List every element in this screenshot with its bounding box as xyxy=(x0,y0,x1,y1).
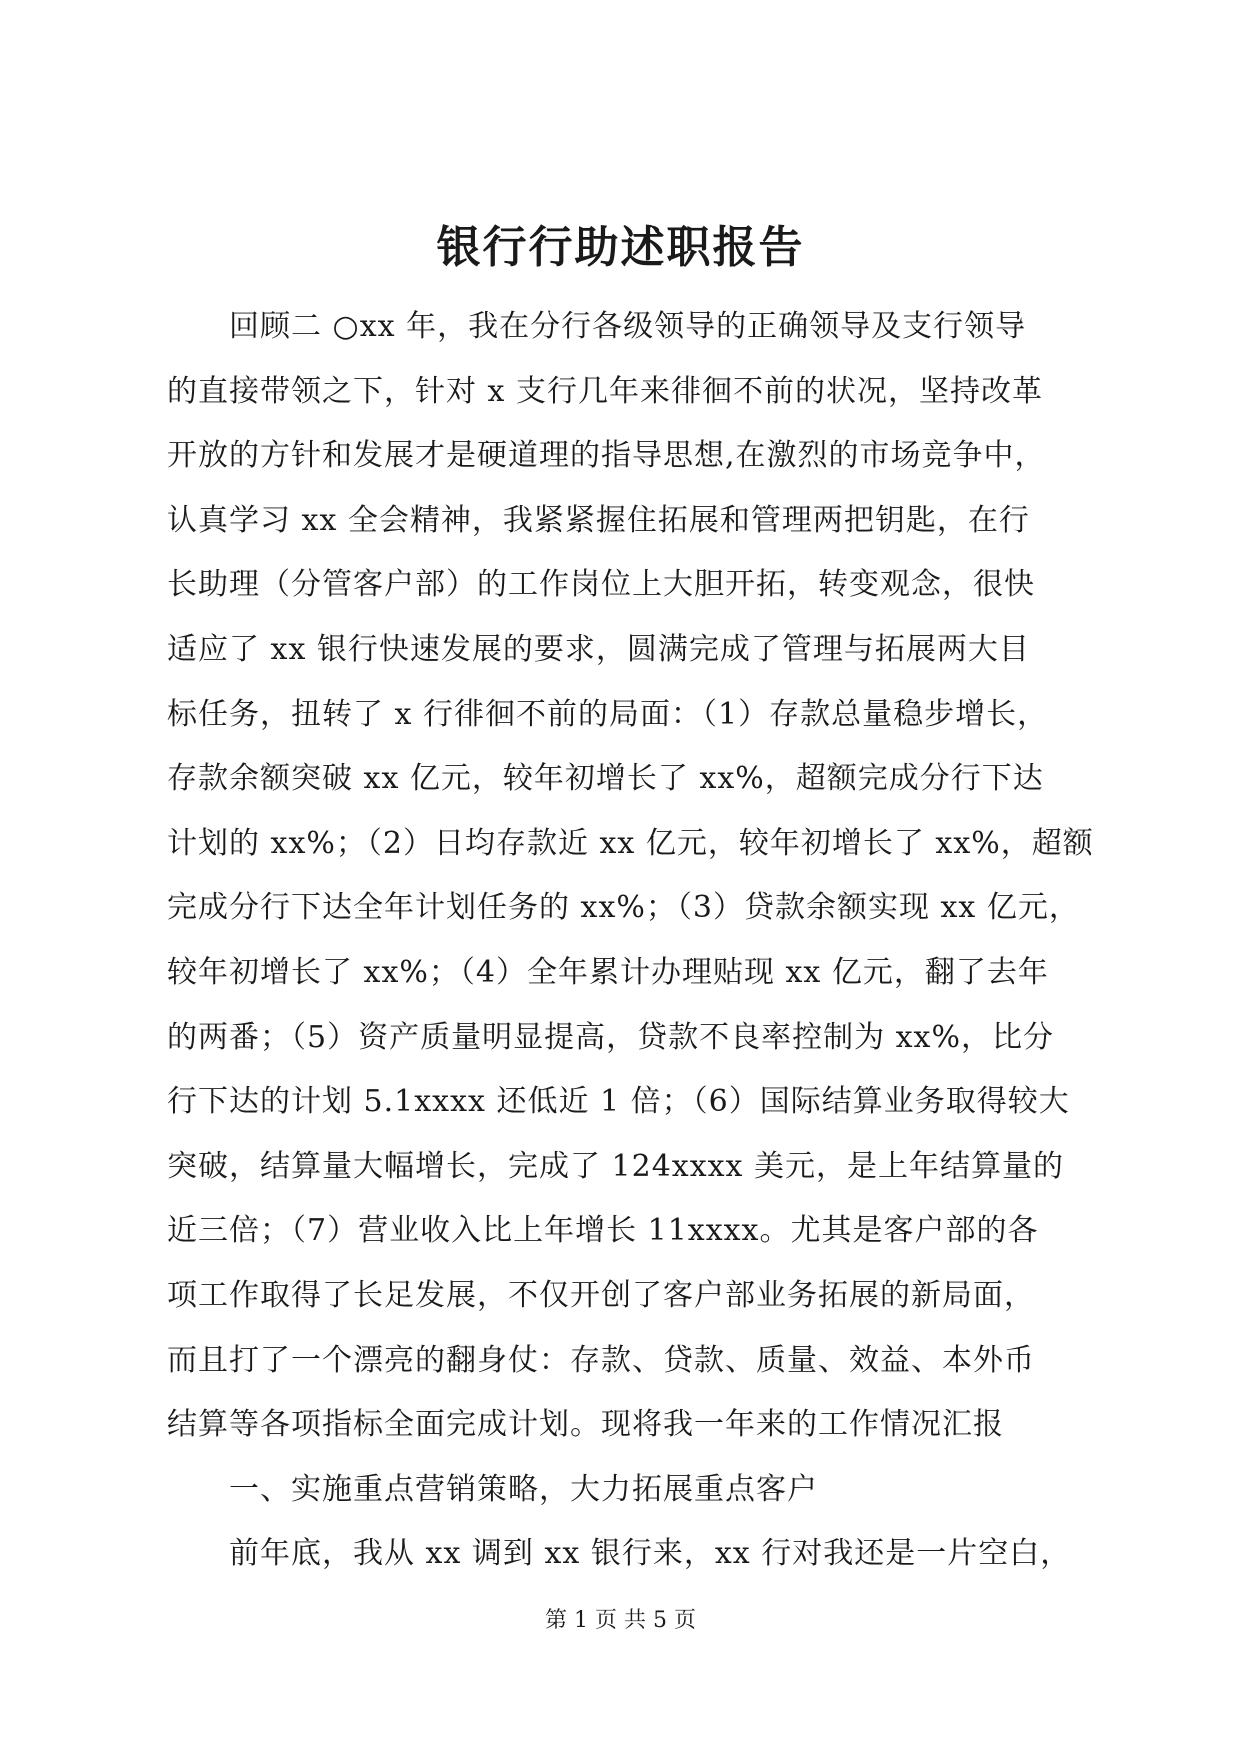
paragraph-line: 回顾二 ○xx 年，我在分行各级领导的正确领导及支行领导 xyxy=(229,309,1027,344)
paragraph-line: 认真学习 xx 全会精神，我紧紧握住拓展和管理两把钥匙，在行 xyxy=(167,502,1030,538)
paragraph-line: 行下达的计划 5.1xxxx 还低近 1 倍；（6）国际结算业务取得较大 xyxy=(167,1084,1070,1120)
paragraph-line: 计划的 xx%；（2）日均存款近 xx 亿元，较年初增长了 xx%，超额 xyxy=(167,825,1094,861)
paragraph-line: 较年初增长了 xx%；（4）全年累计办理贴现 xx 亿元，翻了去年 xyxy=(167,954,1049,990)
paragraph-line: 存款余额突破 xx 亿元，较年初增长了 xx%，超额完成分行下达 xyxy=(167,761,1044,797)
document-body xyxy=(167,295,1094,1587)
document-title: 银行行助述职报告 xyxy=(436,222,805,273)
section-heading: 一、实施重点营销策略，大力拓展重点客户 xyxy=(229,1471,818,1507)
paragraph-line: 结算等各项指标全面完成计划。现将我一年来的工作情况汇报 xyxy=(167,1407,1004,1443)
paragraph-line: 的两番；（5）资产质量明显提高，贷款不良率控制为 xx%，比分 xyxy=(167,1019,1054,1055)
paragraph-line: 突破，结算量大幅增长，完成了 124xxxx 美元，是上年结算量的 xyxy=(167,1148,1065,1184)
paragraph-line: 项工作取得了长足发展，不仅开创了客户部业务拓展的新局面， xyxy=(167,1277,1035,1313)
paragraph-line: 的直接带领之下，针对 x 支行几年来徘徊不前的状况，坚持改革 xyxy=(167,373,1043,409)
paragraph-line: 适应了 xx 银行快速发展的要求，圆满完成了管理与拓展两大目 xyxy=(167,631,1030,667)
paragraph-line: 长助理（分管客户部）的工作岗位上大胆开拓，转变观念，很快 xyxy=(167,567,1035,603)
paragraph-line: 前年底，我从 xx 调到 xx 银行来，xx 行对我还是一片空白， xyxy=(229,1536,1072,1572)
paragraph-line: 完成分行下达全年计划任务的 xx%；（3）贷款余额实现 xx 亿元， xyxy=(167,890,1080,926)
paragraph-line: 标任务，扭转了 x 行徘徊不前的局面：（1）存款总量稳步增长， xyxy=(167,696,1049,732)
paragraph-line: 开放的方针和发展才是硬道理的指导思想,在激烈的市场竞争中， xyxy=(167,438,1046,474)
page-footer: 第 1 页 共 5 页 xyxy=(545,1608,696,1633)
paragraph-line: 近三倍；（7）营业收入比上年增长 11xxxx。尤其是客户部的各 xyxy=(167,1213,1039,1249)
paragraph-line: 而且打了一个漂亮的翻身仗：存款、贷款、质量、效益、本外币 xyxy=(167,1342,1035,1378)
